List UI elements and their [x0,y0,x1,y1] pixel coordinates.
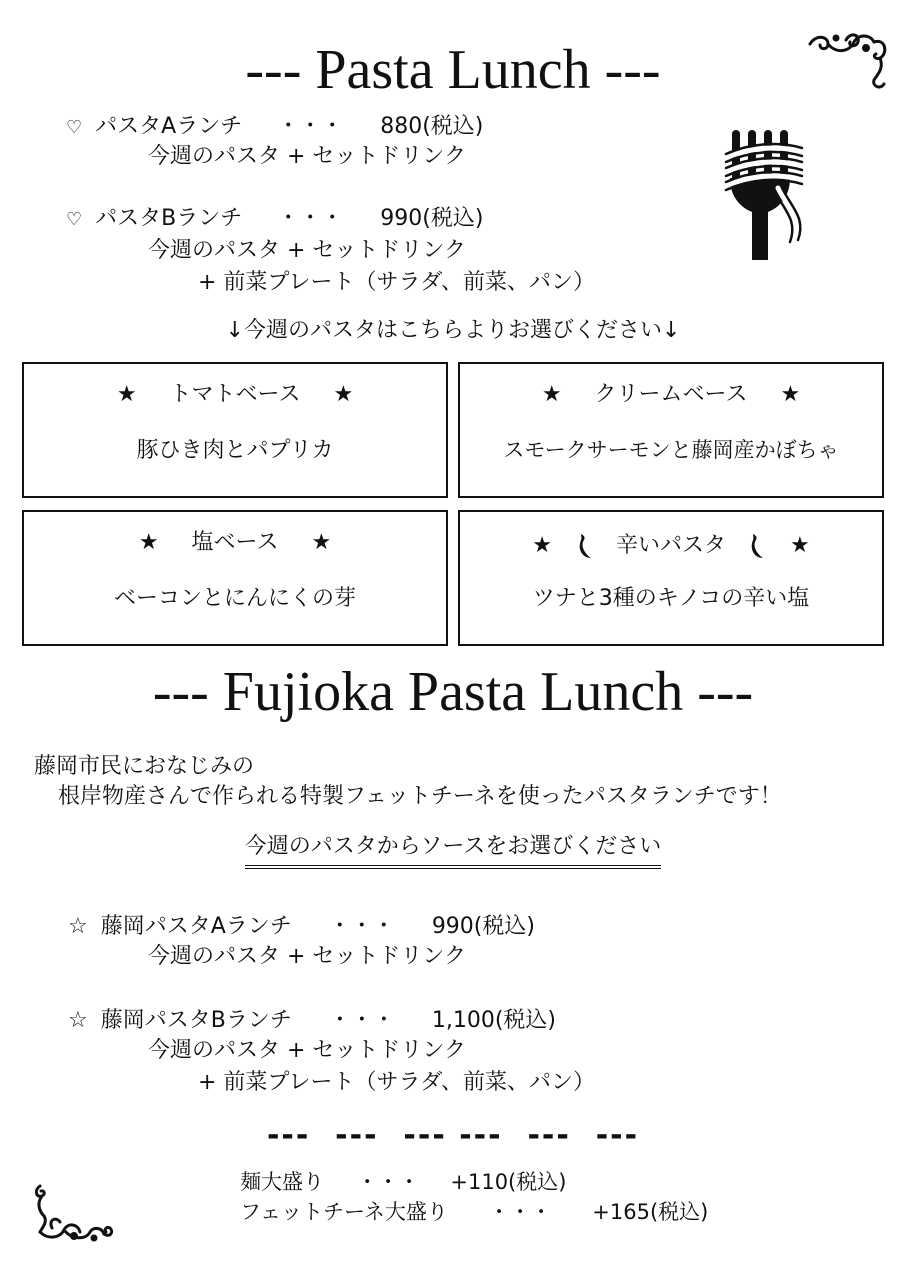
option-noodle-large [240,1172,566,1193]
star-icon: ★ [116,382,137,407]
lunch-a-row [66,116,483,138]
pasta-dish-name: 豚ひき肉とパプリカ [136,438,334,463]
fujioka-lunch-a-price: 990(税込) [431,914,535,939]
fujioka-lunch-b-dots: ・・・ [328,1008,395,1033]
option-label: 麺大盛り [240,1170,324,1194]
lunch-a-name: パスタAランチ [95,114,243,139]
star-icon: ★ [541,382,562,407]
fujioka-lunch-a-dots: ・・・ [328,914,395,939]
fujioka-lunch-b-price: 1,100(税込) [431,1008,556,1033]
choose-pasta-note: ↓今週のパスタはこちらよりお選びください↓ [225,318,681,343]
intro-line-1: 藤岡市民におなじみの [34,754,255,779]
heart-icon: ♡ [66,117,83,138]
pasta-base-label: トマトベース [169,382,301,407]
pasta-base-label: 塩ベース [191,530,279,555]
star-icon: ★ [333,382,354,407]
fujioka-pasta-lunch-title: --- Fujioka Pasta Lunch --- [152,661,754,723]
star-icon: ★ [790,533,810,558]
section-divider: --- --- --- --- --- --- [266,1118,640,1153]
pasta-box-header [24,532,446,554]
choose-sauce-note: 今週のパスタからソースをお選びください [245,834,661,869]
pasta-box-header [460,532,882,560]
choose-sauce-wrap [0,836,906,858]
lunch-b-desc: 今週のパスタ + セットドリンク [148,238,466,263]
star-outline-icon: ☆ [68,914,88,939]
fujioka-lunch-a-desc: 今週のパスタ + セットドリンク [148,944,466,969]
lunch-b-price: 990(税込) [380,206,484,231]
pasta-box-tomato [22,362,448,498]
star-icon: ★ [311,530,332,555]
lunch-b-name: パスタBランチ [95,206,243,231]
chili-pepper-icon [749,532,765,560]
star-icon: ★ [780,382,801,407]
lunch-a-desc: 今週のパスタ + セットドリンク [148,144,466,169]
lunch-a-price: 880(税込) [380,114,484,139]
star-icon: ★ [532,533,552,558]
pasta-base-label: 辛いパスタ [615,533,726,558]
heart-icon: ♡ [66,209,83,230]
pasta-dish-name: スモークサーモンと藤岡産かぼちゃ [503,438,839,462]
intro-line-2: 根岸物産さんで作られる特製フェットチーネを使ったパスタランチです！ [58,784,782,809]
pasta-box-salt [22,510,448,646]
pasta-dish-name: ツナと3種のキノコの辛い塩 [532,586,810,611]
option-price: +165(税込) [592,1200,709,1224]
fujioka-lunch-b-row [68,1010,556,1032]
chili-pepper-icon [577,532,593,560]
pasta-lunch-title: --- Pasta Lunch --- [245,39,661,101]
star-outline-icon: ☆ [68,1008,88,1033]
pasta-box-spicy [458,510,884,646]
pasta-box-cream [458,362,884,498]
pasta-dish-name: ベーコンとにんにくの芽 [113,586,356,611]
option-price: +110(税込) [450,1170,567,1194]
fujioka-lunch-b-desc: 今週のパスタ + セットドリンク [148,1038,466,1063]
pasta-box-header [460,384,882,406]
lunch-b-dots: ・・・ [277,206,344,231]
option-dots: ・・・ [488,1200,552,1224]
fujioka-lunch-a-row [68,916,535,938]
fujioka-lunch-b-desc2: + 前菜プレート（サラダ、前菜、パン） [198,1070,596,1095]
option-label: フェットチーネ大盛り [240,1200,448,1224]
star-icon: ★ [138,530,159,555]
lunch-a-dots: ・・・ [277,114,344,139]
lunch-b-desc2: + 前菜プレート（サラダ、前菜、パン） [198,270,596,295]
pasta-base-label: クリームベース [594,382,748,407]
swirl-ornament-icon [30,1180,116,1244]
pasta-box-header [24,384,446,406]
lunch-b-row [66,208,483,230]
fujioka-lunch-b-name: 藤岡パスタBランチ [100,1008,292,1033]
swirl-ornament-icon [806,30,890,92]
option-dots: ・・・ [356,1170,420,1194]
option-fettuccine-large [240,1202,708,1223]
fujioka-lunch-a-name: 藤岡パスタAランチ [100,914,292,939]
fork-pasta-icon [722,128,806,262]
